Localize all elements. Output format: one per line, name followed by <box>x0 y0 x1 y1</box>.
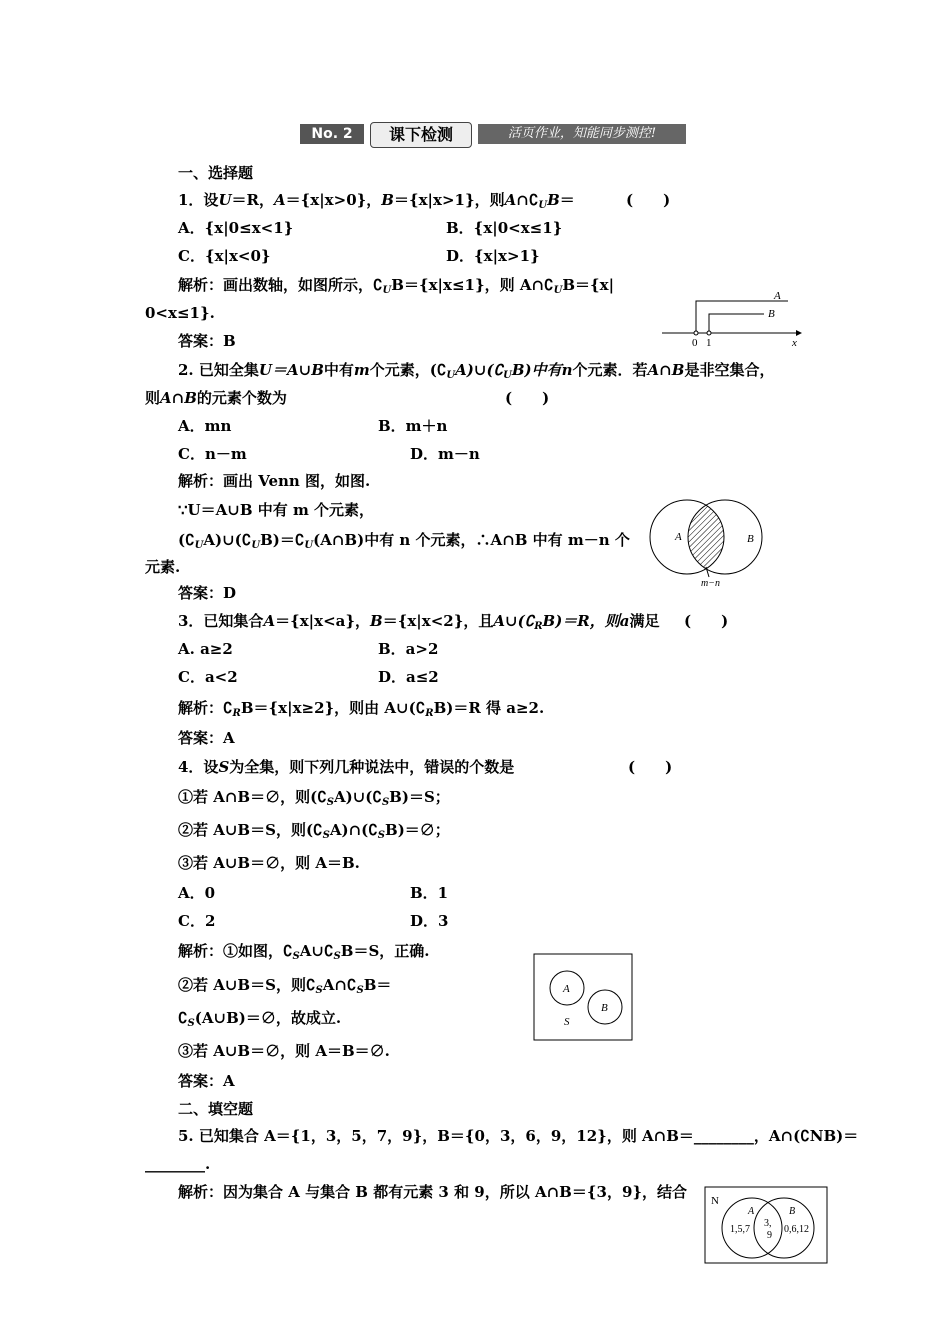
label-s: S <box>564 1016 570 1028</box>
tick-one: 1 <box>706 337 712 348</box>
q1-option-d: D．{x|x>1} <box>446 247 540 265</box>
venn-diagram-q2 <box>645 495 790 590</box>
q2-paren: ( ) <box>505 389 550 407</box>
label-a: A <box>675 531 682 543</box>
venn-diagram-q5 <box>704 1186 830 1266</box>
q4-answer: 答案：A <box>178 1072 235 1090</box>
q4-solution-line1: 解析：①如图，$∁_SA\cup∁_SB=S$，正确. <box>178 942 430 962</box>
q4-item-1: ①若 A∩B＝∅，则$(∁_SA)\cup(∁_SB)=S$； <box>178 788 450 808</box>
q4-paren: ( ) <box>628 758 673 776</box>
q3-stem: 3．已知集合A＝{x|x<a}，B＝{x|x<2}，且$A\cup(∁_RB)=R$，则a满足 <box>178 612 660 632</box>
label-n: N <box>711 1195 719 1207</box>
q2-option-d: D．m－n <box>410 445 480 463</box>
point-one <box>707 331 711 335</box>
q4-solution-line4: ③若 A∪B＝∅，则 A＝B＝∅. <box>178 1042 390 1060</box>
q2-option-b: B．m＋n <box>378 417 448 435</box>
q4-stem: 4．设S为全集，则下列几种说法中，错误的个数是 <box>178 758 515 776</box>
label-m-minus-n: m−n <box>701 578 720 589</box>
q1-paren: ( ) <box>626 191 671 209</box>
venn-diagram-q4 <box>533 953 635 1043</box>
pointer-line <box>706 567 709 577</box>
section-banner <box>300 122 686 146</box>
q4-solution-line3: $∁_S(A\cup B)=\emptyset$，故成立. <box>178 1009 342 1029</box>
q1-option-b: B．{x|0<x≤1} <box>446 219 563 237</box>
q4-option-b: B．1 <box>410 884 449 902</box>
q4-option-a: A．0 <box>178 884 216 902</box>
q1-solution-line2: 0<x≤1}. <box>145 304 215 322</box>
q5-stem-line2: ________. <box>145 1155 211 1173</box>
q2-solution-line1: 解析：画出 Venn 图，如图. <box>178 472 371 490</box>
q3-option-c: C．a<2 <box>178 668 238 686</box>
q4-option-d: D．3 <box>410 912 449 930</box>
q1-solution-line1: 解析：画出数轴，如图所示，$∁_UB=\{x|x\le 1\}$，则 $A\cap∁_UB=\{x|$ <box>178 276 615 296</box>
section-title-fill: 二、填空题 <box>178 1100 254 1118</box>
region-intersection-1: 3, <box>764 1218 772 1229</box>
set-b-ray <box>709 314 764 333</box>
q4-option-c: C．2 <box>178 912 216 930</box>
q2-solution-line4: 元素. <box>145 558 181 576</box>
label-a: A <box>563 983 570 995</box>
number-line-figure <box>660 286 810 348</box>
q5-solution: 解析：因为集合 A 与集合 B 都有元素 3 和 9，所以 A∩B＝{3，9}，结合 <box>178 1183 688 1201</box>
label-b: B <box>747 533 754 545</box>
q4-solution-line2: ②若 A∪B＝S，则$∁_SA\cap∁_SB=$ <box>178 976 392 996</box>
label-b: B <box>601 1002 608 1014</box>
banner-slogan: 活页作业，知能同步测控! <box>478 124 686 144</box>
q2-solution-line3: $(∁_UA)\cup(∁_UB)=∁_U(A\cap B)$中有 n 个元素，∴A∩B 中有 m－n 个 <box>178 531 630 551</box>
label-a: A <box>774 290 781 302</box>
label-b: B <box>789 1206 796 1217</box>
q1-option-c: C．{x|x<0} <box>178 247 271 265</box>
q3-answer: 答案：A <box>178 729 235 747</box>
q4-item-3: ③若 A∪B＝∅，则 A＝B. <box>178 854 360 872</box>
q1-option-a: A．{x|0≤x<1} <box>178 219 294 237</box>
q1-stem: 1．设U＝R，A＝{x|x>0}，B＝{x|x>1}，则$A\cap∁_UB=$ <box>178 191 575 211</box>
universal-set-box <box>534 954 632 1040</box>
label-b: B <box>768 308 775 320</box>
q5-stem-line1: 5. 已知集合 A＝{1，3，5，7，9}，B＝{0，3，6，9，12}，则 A∩B＝________，A∩(∁NB)＝ <box>178 1127 859 1145</box>
tick-zero: 0 <box>692 337 698 348</box>
q4-item-2: ②若 A∪B＝S，则$(∁_SA)\cap(∁_SB)=\emptyset$； <box>178 821 450 841</box>
q2-answer: 答案：D <box>178 584 237 602</box>
q1-answer: 答案：B <box>178 332 236 350</box>
q3-option-a: A. a≥2 <box>178 640 233 658</box>
region-b-only: 0,6,12 <box>784 1224 809 1235</box>
axis-arrow <box>796 330 802 336</box>
q2-stem-line1: 2. 已知全集U＝A∪B中有m个元素，$(∁_UA)\cup(∁_UB)$中有n个元素．若A∩B是非空集合， <box>178 361 775 381</box>
region-intersection-2: 9 <box>767 1230 772 1241</box>
q2-solution-line2: ∵U＝A∪B 中有 m 个元素， <box>178 501 375 519</box>
region-a-only: 1,5,7 <box>730 1224 750 1235</box>
label-a: A <box>748 1206 755 1217</box>
tick-x: x <box>792 337 797 348</box>
q3-solution: 解析：$∁_RB=\{x|x\ge 2\}$，则由 $A\cup(∁_RB)=R$ 得 a≥2. <box>178 699 545 719</box>
q2-stem-line2: 则A∩B的元素个数为 <box>145 389 287 407</box>
q3-option-d: D．a≤2 <box>378 668 439 686</box>
banner-tag: 课下检测 <box>370 122 472 148</box>
point-zero <box>694 331 698 335</box>
section-title-choice: 一、选择题 <box>178 164 254 182</box>
q2-option-c: C．n－m <box>178 445 247 463</box>
q2-option-a: A．mn <box>178 417 232 435</box>
banner-number: No. 2 <box>300 124 364 144</box>
q3-paren: ( ) <box>684 612 729 630</box>
q3-option-b: B．a>2 <box>378 640 439 658</box>
